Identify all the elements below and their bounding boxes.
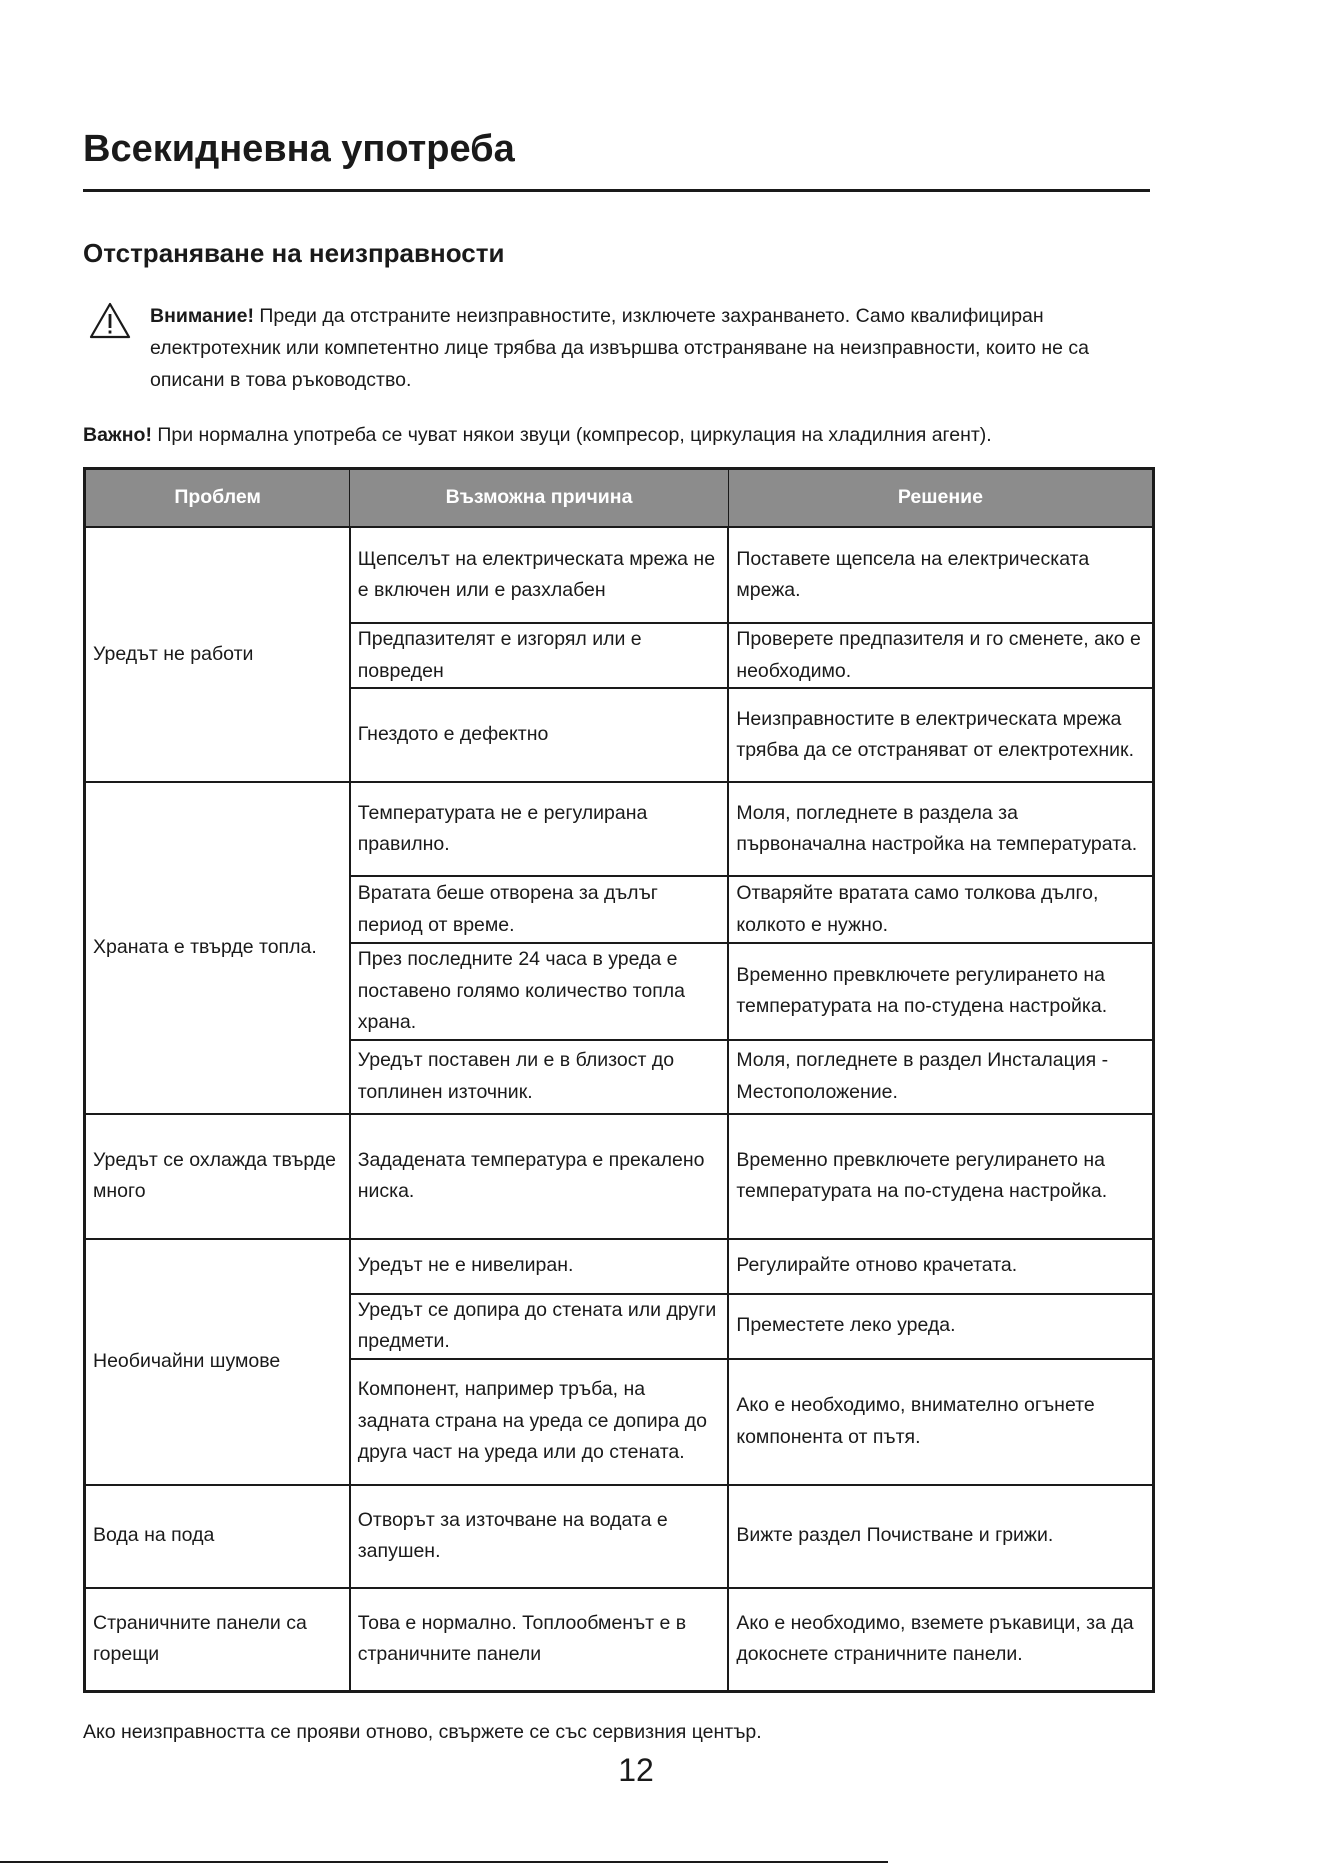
table-row xyxy=(85,1588,1154,1692)
header-cause: Възможна причина xyxy=(350,469,729,528)
cause-cell: Гнездото е дефектно xyxy=(350,688,729,782)
solution-cell: Неизправностите в електрическата мрежа трябва да се отстраняват от електротехник. xyxy=(728,688,1153,782)
cause-cell: Компонент, например тръба, на задната страна на уреда се допира до друга част на уреда или до стената. xyxy=(350,1359,729,1485)
problem-cell: Храната е твърде топла. xyxy=(85,782,350,1114)
solution-cell: Моля, погледнете в раздела за първоначална настройка на температурата. xyxy=(728,782,1153,876)
warning-paragraph xyxy=(150,300,1110,396)
solution-cell: Вижте раздел Почистване и грижи. xyxy=(728,1485,1153,1588)
cause-cell: Щепселът на електрическата мрежа не е включен или е разхлабен xyxy=(350,527,729,623)
solution-cell: Преместете леко уреда. xyxy=(728,1294,1153,1359)
cause-cell: Уредът се допира до стената или други предмети. xyxy=(350,1294,729,1359)
warning-icon xyxy=(89,302,131,340)
problem-cell: Необичайни шумове xyxy=(85,1239,350,1485)
solution-cell: Временно превключете регулирането на температурата на по-студена настройка. xyxy=(728,1114,1153,1239)
cause-cell: Температурата не е регулирана правилно. xyxy=(350,782,729,876)
table-row xyxy=(85,527,1154,623)
important-label: Важно! xyxy=(83,424,152,446)
solution-cell: Регулирайте отново крачетата. xyxy=(728,1239,1153,1294)
problem-cell: Уредът се охлажда твърде много xyxy=(85,1114,350,1239)
page-title: Всекидневна употреба xyxy=(83,128,515,170)
cause-cell: Зададената температура е прекалено ниска. xyxy=(350,1114,729,1239)
section-title: Отстраняване на неизправности xyxy=(83,238,505,268)
cause-cell: Уредът поставен ли е в близост до топлинен източник. xyxy=(350,1040,729,1114)
solution-cell: Ако е необходимо, внимателно огънете компонента от пътя. xyxy=(728,1359,1153,1485)
page-number: 12 xyxy=(618,1752,654,1788)
warning-body: Преди да отстраните неизправностите, изключете захранването. Само квалифициран електротехник или компетентно лице трябва да извършва отстраняване на неизправности, които не са описани в това ръководство. xyxy=(150,305,1089,391)
problem-cell: Уредът не работи xyxy=(85,527,350,782)
important-paragraph xyxy=(83,419,1153,451)
footer-note: Ако неизправността се прояви отново, свържете се със сервизния център. xyxy=(83,1721,762,1743)
solution-cell: Отваряйте вратата само толкова дълго, колкото е нужно. xyxy=(728,876,1153,943)
cause-cell: Вратата беше отворена за дълъг период от време. xyxy=(350,876,729,943)
cause-cell: Уредът не е нивелиран. xyxy=(350,1239,729,1294)
cause-cell: През последните 24 часа в уреда е поставено голямо количество топла храна. xyxy=(350,943,729,1040)
important-body: При нормална употреба се чуват някои звуци (компресор, циркулация на хладилния агент). xyxy=(151,424,992,446)
bottom-divider xyxy=(0,1861,888,1863)
table-header-row xyxy=(85,469,1154,528)
solution-cell: Ако е необходимо, вземете ръкавици, за да докоснете страничните панели. xyxy=(728,1588,1153,1692)
header-solution: Решение xyxy=(728,469,1153,528)
table-row xyxy=(85,782,1154,876)
cause-cell: Отворът за източване на водата е запушен. xyxy=(350,1485,729,1588)
troubleshooting-table xyxy=(83,467,1155,1693)
solution-cell: Проверете предпазителя и го сменете, ако е необходимо. xyxy=(728,623,1153,688)
solution-cell: Моля, погледнете в раздел Инсталация - Местоположение. xyxy=(728,1040,1153,1114)
table-row xyxy=(85,1485,1154,1588)
warning-label: Внимание! xyxy=(150,305,254,327)
problem-cell: Вода на пода xyxy=(85,1485,350,1588)
solution-cell: Поставете щепсела на електрическата мрежа. xyxy=(728,527,1153,623)
cause-cell: Предпазителят е изгорял или е повреден xyxy=(350,623,729,688)
header-problem: Проблем xyxy=(85,469,350,528)
problem-cell: Страничните панели са горещи xyxy=(85,1588,350,1692)
cause-cell: Това е нормално. Топлообменът е в страничните панели xyxy=(350,1588,729,1692)
table-row xyxy=(85,1239,1154,1294)
title-divider xyxy=(83,189,1150,192)
solution-cell: Временно превключете регулирането на температурата на по-студена настройка. xyxy=(728,943,1153,1040)
table-row xyxy=(85,1114,1154,1239)
